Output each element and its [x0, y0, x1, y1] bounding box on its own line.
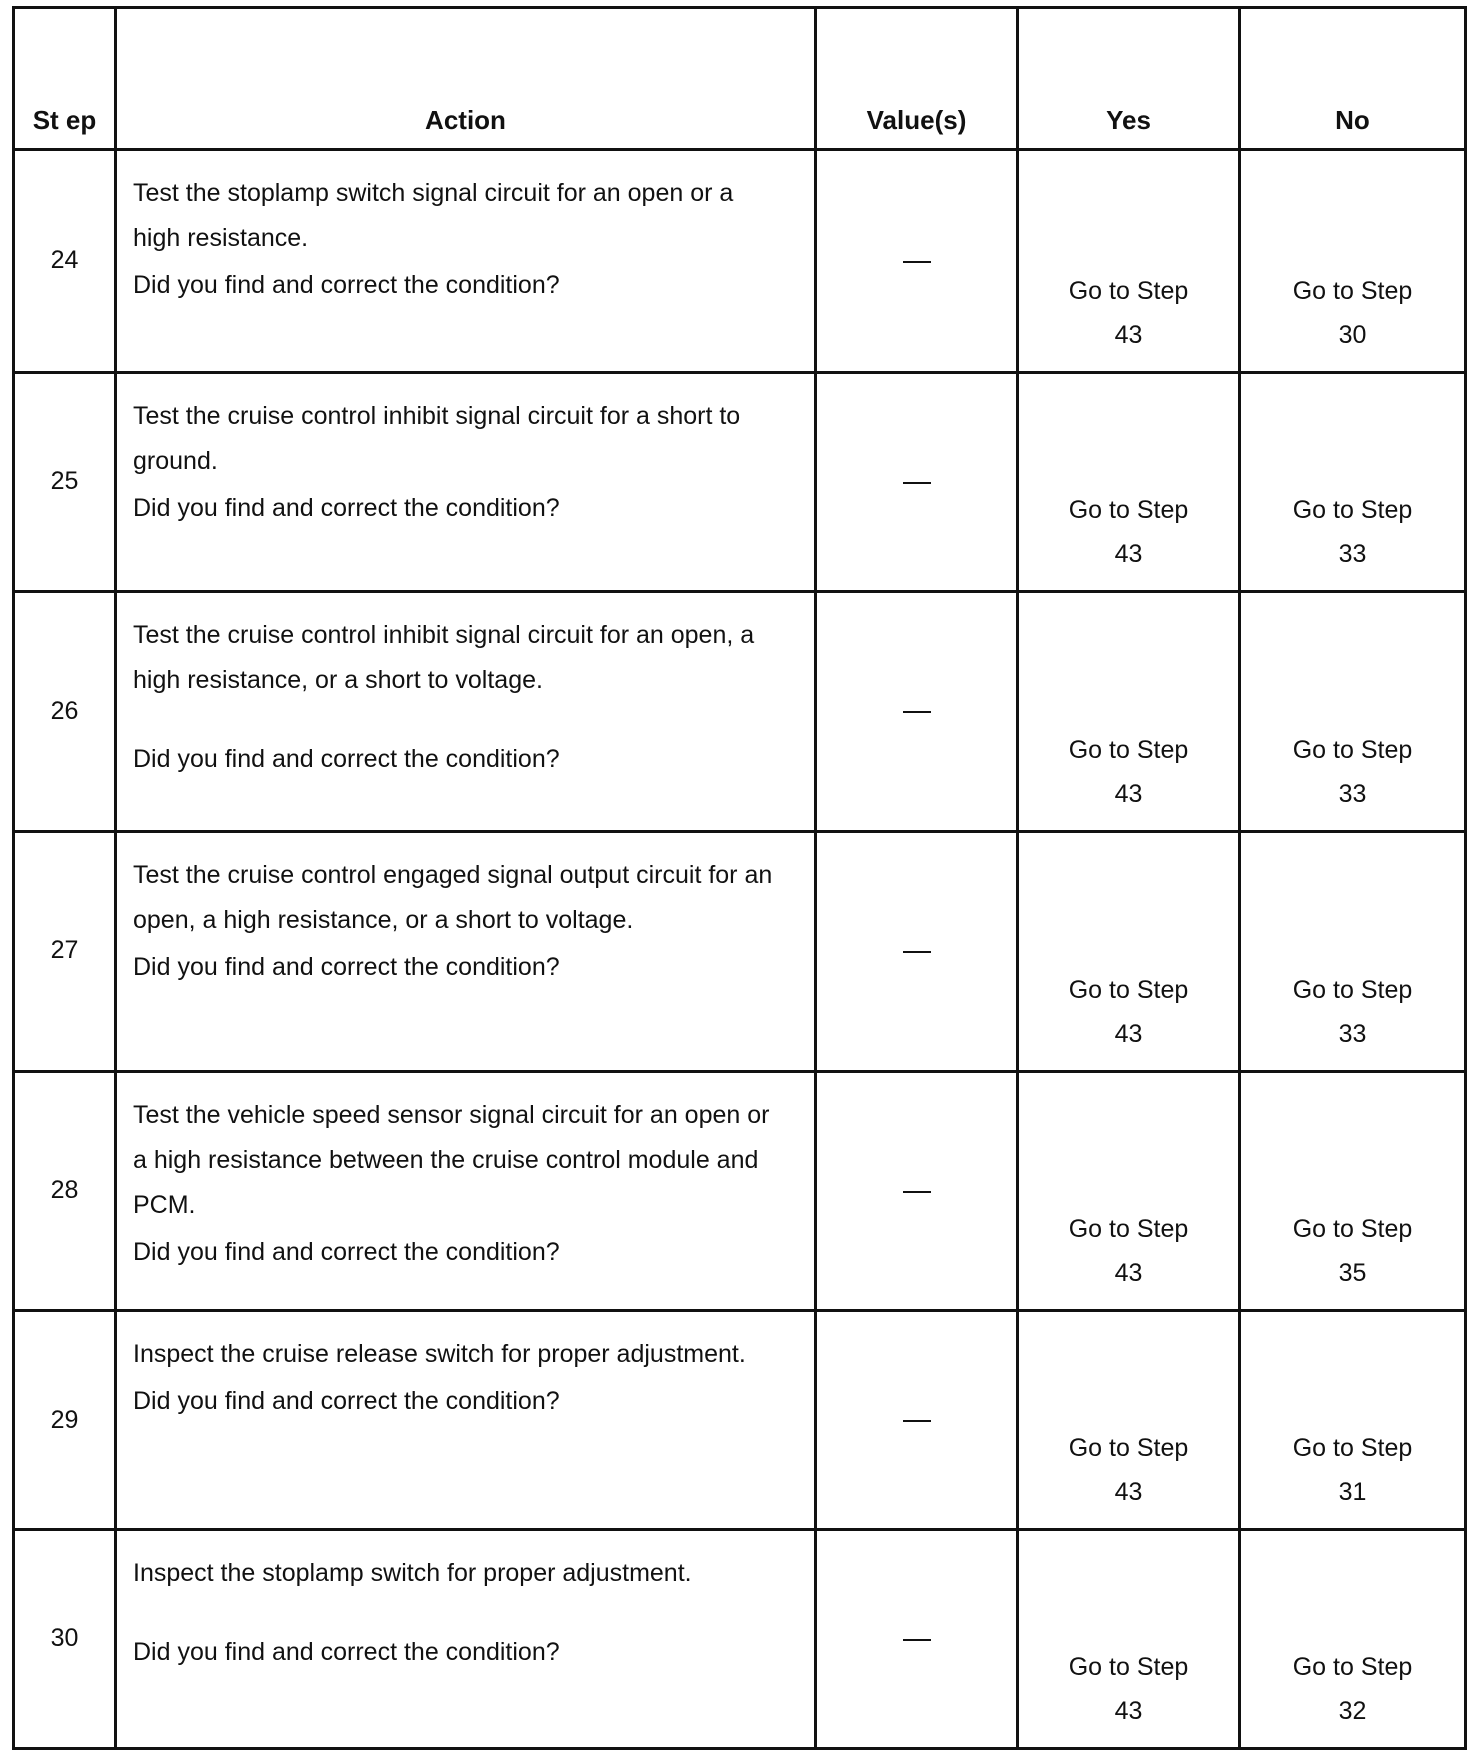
- value-dash: [903, 951, 931, 953]
- header-step-text: St ep: [32, 104, 97, 135]
- no-goto-step: 35: [1338, 1259, 1367, 1288]
- diagnostic-table-sheet: [12, 6, 1464, 1750]
- yes-goto-step: 43: [1114, 539, 1143, 568]
- value-cell: [816, 1311, 1018, 1530]
- no-cell: [1240, 150, 1466, 373]
- action-text: Test the stoplamp switch signal circuit for an open or a high resistance.: [133, 179, 734, 252]
- value-dash: [903, 1420, 931, 1422]
- header-action: Action: [116, 8, 816, 150]
- table-row: [14, 373, 1466, 592]
- no-goto-label: Go to Step: [1292, 735, 1413, 764]
- step-number: 29: [14, 1311, 116, 1530]
- no-goto-step: 33: [1338, 1019, 1367, 1048]
- value-cell: [816, 1071, 1018, 1311]
- yes-cell: [1018, 1530, 1240, 1749]
- yes-goto-label: Go to Step: [1068, 735, 1189, 764]
- value-cell: [816, 591, 1018, 831]
- header-values: Value(s): [816, 8, 1018, 150]
- no-goto-step: 31: [1338, 1478, 1367, 1507]
- no-goto-step: 33: [1338, 779, 1367, 808]
- table-row: [14, 150, 1466, 373]
- yes-cell: [1018, 1311, 1240, 1530]
- table-header-row: [14, 8, 1466, 150]
- step-number: 30: [14, 1530, 116, 1749]
- action-question: Did you find and correct the condition?: [133, 952, 560, 981]
- yes-cell: [1018, 1071, 1240, 1311]
- action-question: Did you find and correct the condition?: [133, 271, 560, 299]
- value-cell: [816, 1530, 1018, 1749]
- value-cell: [816, 831, 1018, 1071]
- no-goto-step: 32: [1338, 1697, 1367, 1725]
- table-row: [14, 591, 1466, 831]
- action-cell: [116, 373, 816, 592]
- action-question: Did you find and correct the condition?: [133, 1387, 560, 1416]
- value-cell: [816, 150, 1018, 373]
- no-goto-label: Go to Step: [1292, 1434, 1413, 1463]
- yes-cell: [1018, 150, 1240, 373]
- table-row: [14, 831, 1466, 1071]
- diagnostic-table: [12, 6, 1467, 1750]
- action-text: Inspect the cruise release switch for proper adjustment.: [133, 1340, 746, 1369]
- no-cell: [1240, 373, 1466, 592]
- no-goto-label: Go to Step: [1292, 975, 1413, 1004]
- no-cell: [1240, 831, 1466, 1071]
- yes-goto-label: Go to Step: [1068, 1434, 1189, 1463]
- table-row: [14, 1530, 1466, 1749]
- no-cell: [1240, 1530, 1466, 1749]
- step-number: 27: [14, 831, 116, 1071]
- yes-cell: [1018, 831, 1240, 1071]
- step-number: 28: [14, 1071, 116, 1311]
- step-number: 26: [14, 591, 116, 831]
- yes-goto-label: Go to Step: [1068, 277, 1189, 306]
- yes-cell: [1018, 373, 1240, 592]
- yes-goto-step: 43: [1114, 1019, 1143, 1048]
- yes-goto-step: 43: [1114, 321, 1143, 350]
- header-step: [14, 8, 116, 150]
- yes-goto-step: 43: [1114, 1697, 1143, 1725]
- no-goto-label: Go to Step: [1292, 1653, 1413, 1681]
- action-question: Did you find and correct the condition?: [133, 1638, 560, 1667]
- yes-goto-step: 43: [1114, 779, 1143, 808]
- action-text: Test the cruise control inhibit signal circuit for an open, a high resistance, or a short to voltage.: [133, 620, 755, 694]
- yes-goto-step: 43: [1114, 1259, 1143, 1288]
- value-dash: [903, 482, 931, 484]
- yes-goto-step: 43: [1114, 1478, 1143, 1507]
- no-cell: [1240, 1071, 1466, 1311]
- action-question: Did you find and correct the condition?: [133, 1237, 560, 1266]
- yes-goto-label: Go to Step: [1068, 975, 1189, 1004]
- action-text: Test the vehicle speed sensor signal circuit for an open or a high resistance between the cruise control module and PCM.: [133, 1100, 770, 1219]
- action-cell: [116, 1071, 816, 1311]
- value-dash: [903, 261, 931, 263]
- table-row: [14, 1071, 1466, 1311]
- action-question: Did you find and correct the condition?: [133, 494, 560, 523]
- action-cell: [116, 150, 816, 373]
- yes-goto-label: Go to Step: [1068, 1215, 1189, 1244]
- table-row: [14, 1311, 1466, 1530]
- value-dash: [903, 1191, 931, 1193]
- action-cell: [116, 1311, 816, 1530]
- action-text: Test the cruise control engaged signal output circuit for an open, a high resistance, or a short to voltage.: [133, 860, 773, 934]
- value-cell: [816, 373, 1018, 592]
- no-goto-label: Go to Step: [1292, 1215, 1413, 1244]
- action-cell: [116, 831, 816, 1071]
- action-text: Inspect the stoplamp switch for proper adjustment.: [133, 1559, 692, 1588]
- action-question: Did you find and correct the condition?: [133, 744, 560, 773]
- yes-goto-label: Go to Step: [1068, 1653, 1189, 1681]
- no-cell: [1240, 591, 1466, 831]
- no-goto-label: Go to Step: [1292, 495, 1413, 524]
- action-cell: [116, 591, 816, 831]
- action-text: Test the cruise control inhibit signal circuit for a short to ground.: [133, 402, 741, 476]
- no-goto-step: 30: [1338, 321, 1367, 350]
- value-dash: [903, 711, 931, 713]
- header-no: No: [1240, 8, 1466, 150]
- value-dash: [903, 1639, 931, 1641]
- step-number: 25: [14, 373, 116, 592]
- action-cell: [116, 1530, 816, 1749]
- no-goto-step: 33: [1338, 539, 1367, 568]
- yes-cell: [1018, 591, 1240, 831]
- step-number: 24: [14, 150, 116, 373]
- yes-goto-label: Go to Step: [1068, 495, 1189, 524]
- no-goto-label: Go to Step: [1292, 277, 1413, 306]
- no-cell: [1240, 1311, 1466, 1530]
- header-yes: Yes: [1018, 8, 1240, 150]
